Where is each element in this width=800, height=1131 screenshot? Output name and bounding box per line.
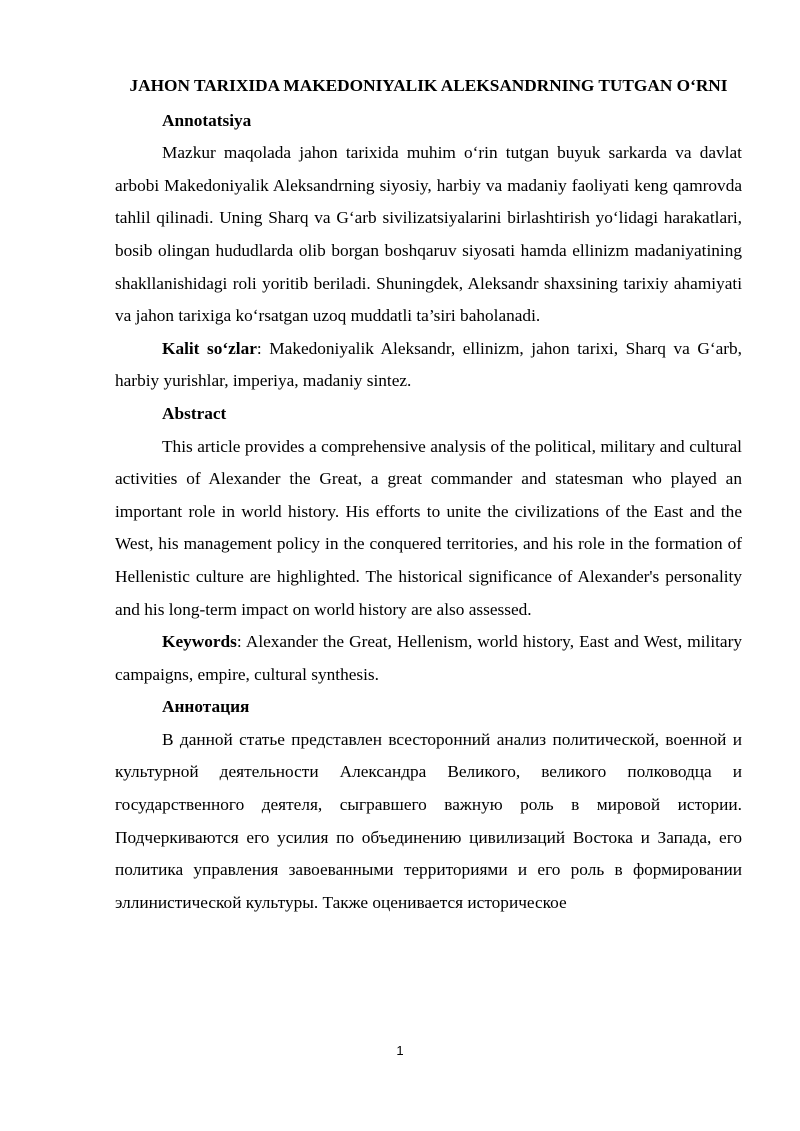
page-content xyxy=(115,70,742,919)
keywords-uz-paragraph xyxy=(115,333,742,398)
keywords-en-label: Keywords xyxy=(162,632,237,652)
abstract-en-body: This article provides a comprehensive analysis of the political, military and cultural activities of Alexander the Great, a great commander and statesman who played an important role in world history. His efforts to unite the civilizations of the East and the West, his management policy in the conquered territories, and his role in the formation of Hellenistic culture are highlighted. The historical significance of Alexander's personality and his long-term impact on world history are also assessed. xyxy=(115,436,742,619)
keywords-en-text: : Alexander the Great, Hellenism, world history, East and West, military campaigns, empire, cultural synthesis. xyxy=(115,632,742,684)
annotation-ru-body: В данной статье представлен всесторонний анализ политической, военной и культурной деятельности Александра Великого, великого полководца и государственного деятеля, сыгравшего важную роль в мировой истории. Подчеркиваются его усилия по объединению цивилизаций Востока и Запада, его политика управления завоеванными территориями и его роль в формировании эллинистической культуры. Также оценивается историческое xyxy=(115,729,742,912)
page-number: 1 xyxy=(396,1043,404,1058)
keywords-uz-text: : Makedoniyalik Aleksandr, ellinizm, jahon tarixi, Sharq va G‘arb, harbiy yurishlar, imperiya, madaniy sintez. xyxy=(115,338,742,391)
annotation-uz-body: Mazkur maqolada jahon tarixida muhim o‘rin tutgan buyuk sarkarda va davlat arbobi Makedoniyalik Aleksandrning siyosiy, harbiy va madaniy faoliyati keng qamrovda tahlil qilinadi. Uning Sharq va G‘arb sivilizatsiyalarini birlashtirish yo‘lidagi harakatlari, bosib olingan hududlarda olib borgan boshqaruv siyosati hamda ellinizm madaniyatining shakllanishidagi roli yoritib beriladi. Shuningdek, Aleksandr shaxsining tarixiy ahamiyati va jahon tarixiga ko‘rsatgan uzoq muddatli ta’siri baholanadi. xyxy=(115,143,742,326)
keywords-uz-label: Kalit so‘zlar xyxy=(162,338,257,358)
keywords-en-paragraph xyxy=(115,626,742,691)
abstract-en-heading: Abstract xyxy=(162,403,227,423)
annotation-ru-heading: Аннотация xyxy=(162,697,250,717)
annotation-uz-heading: Annotatsiya xyxy=(162,110,252,130)
document-title: JAHON TARIXIDA MAKEDONIYALIK ALEKSANDRNING TUTGAN O‘RNI xyxy=(129,76,728,95)
